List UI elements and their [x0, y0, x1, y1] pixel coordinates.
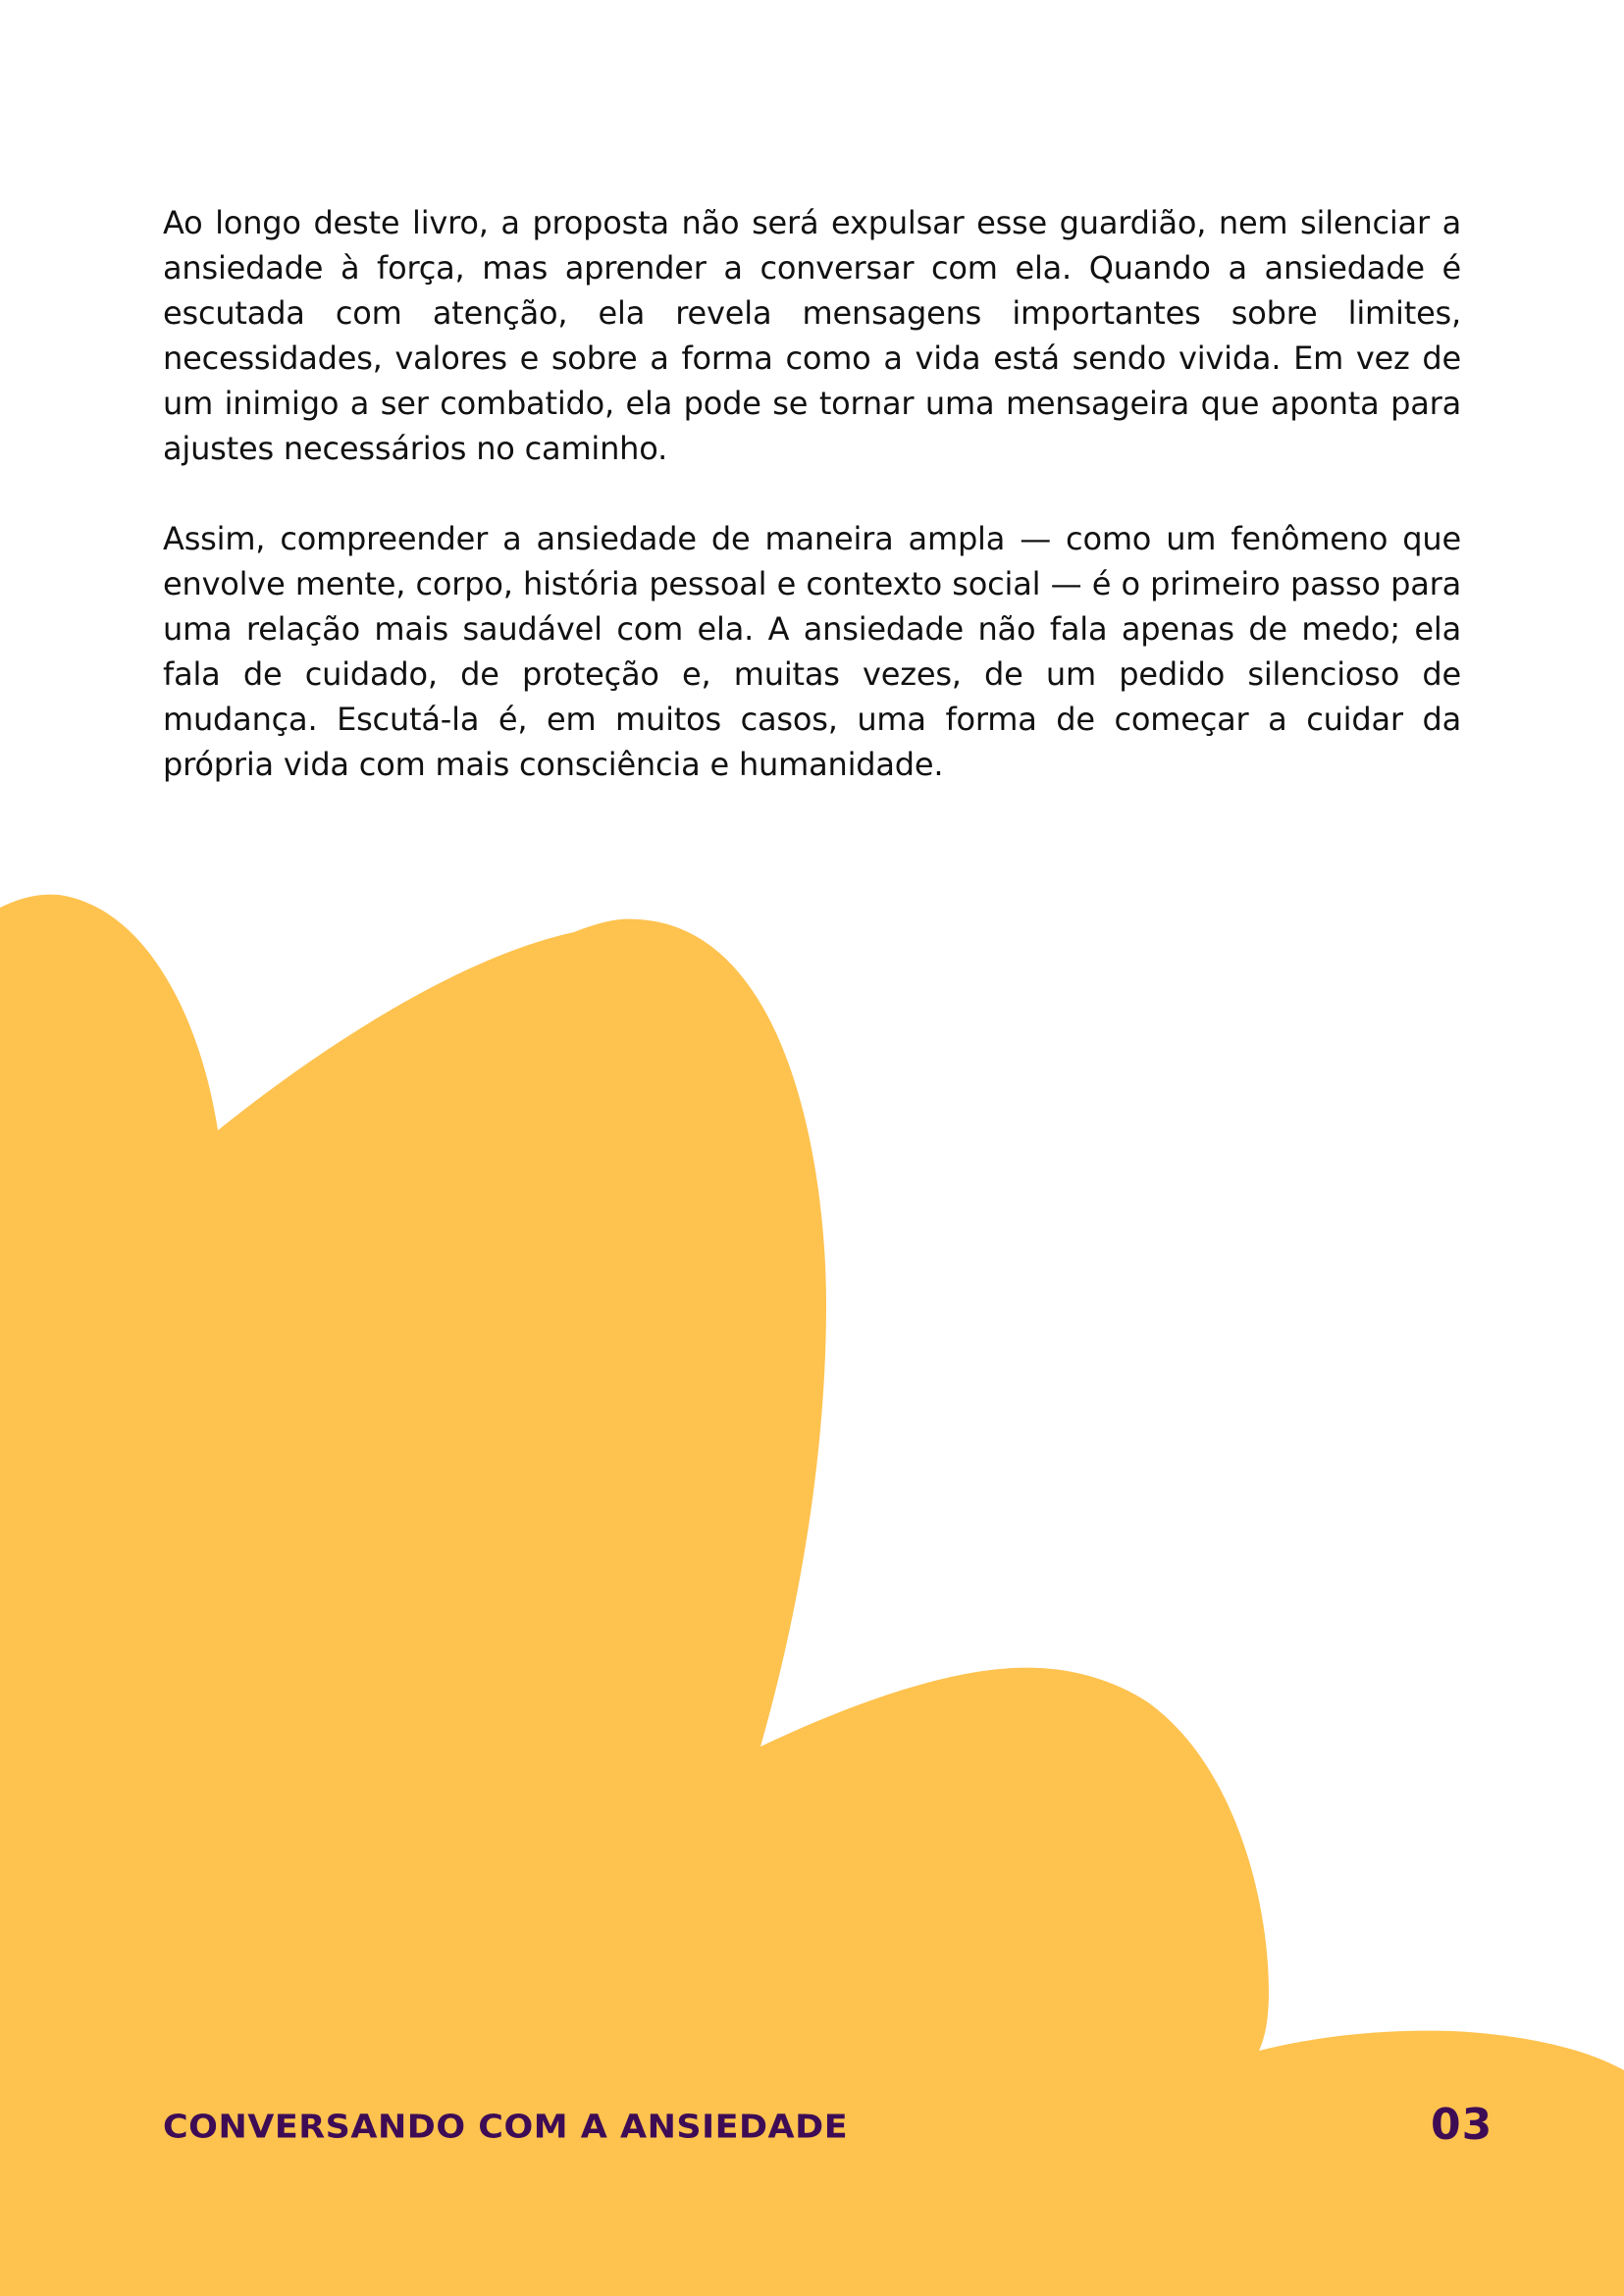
- paragraph-2: Assim, compreender a ansiedade de maneira ampla — como um fenômeno que envolve mente, corpo, história pessoal e contexto social — é o primeiro passo para uma relação mais saudável com ela. A ansiedade não fala apenas de medo; ela fala de cuidado, de proteção e, muitas vezes, de um pedido silencioso de mudança. Escutá-la é, em muitos casos, uma forma de começar a cuidar da própria vida com mais consciência e humanidade.: [163, 520, 1461, 783]
- paragraph-1: Ao longo deste livro, a proposta não será expulsar esse guardião, nem silenciar a ansiedade à força, mas aprender a conversar com ela. Quando a ansiedade é escutada com atenção, ela revela mensagens importantes sobre limites, necessidades, valores e sobre a forma como a vida está sendo vivida. Em vez de um inimigo a ser combatido, ela pode se tornar uma mensageira que aponta para ajustes necessários no caminho.: [163, 204, 1461, 467]
- book-title-footer: CONVERSANDO COM A ANSIEDADE: [163, 2109, 849, 2146]
- page-number: 03: [1431, 2100, 1493, 2150]
- document-body: [163, 200, 1461, 787]
